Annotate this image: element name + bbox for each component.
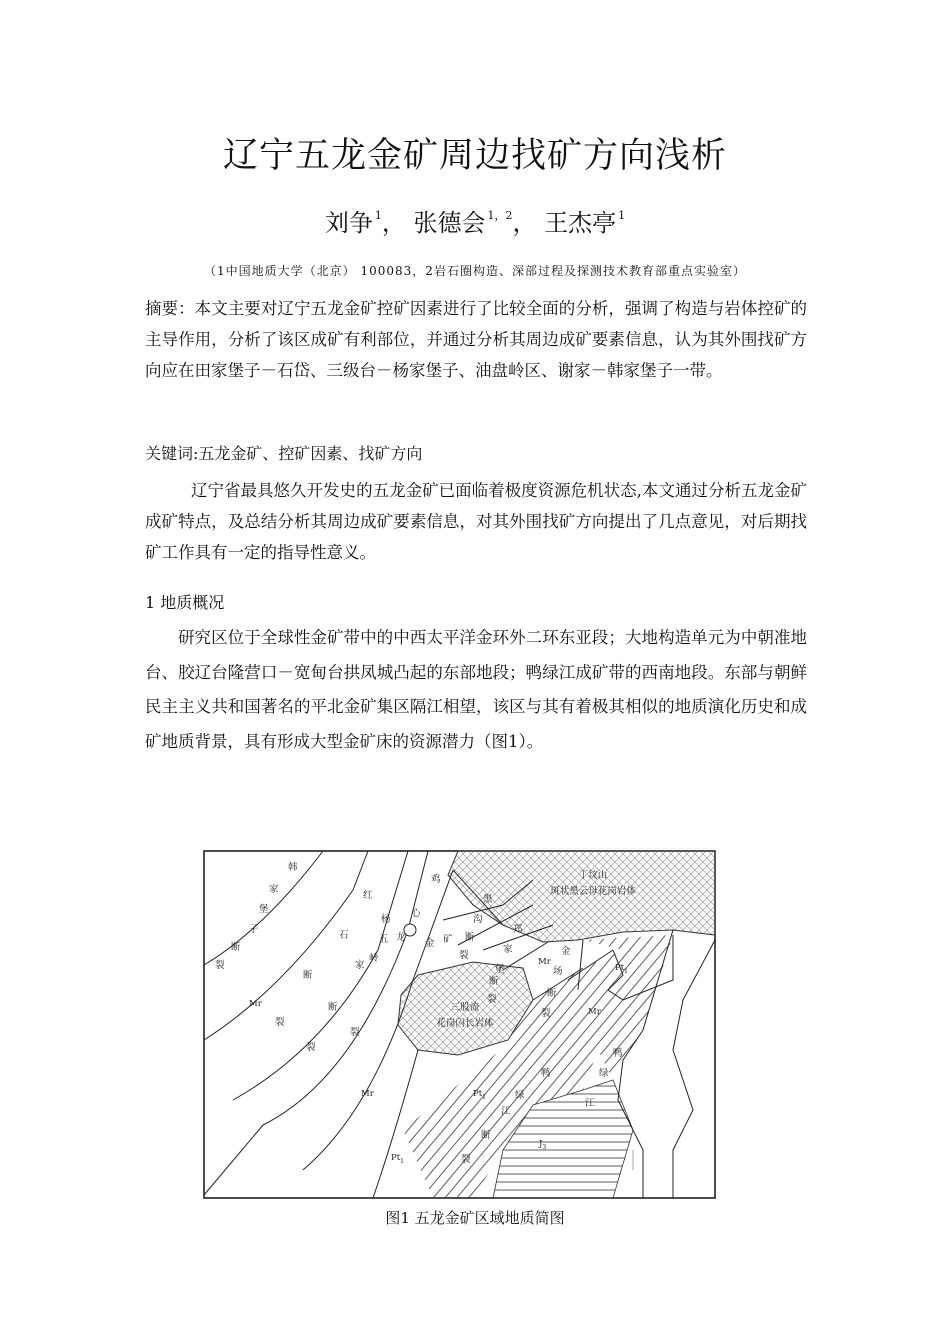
granite-center-label-1: 三股流 [450,1002,480,1013]
fault-yalu-char: 江 [501,1106,511,1117]
geologic-map-figure [203,850,717,1200]
affiliation: （1中国地质大学（北京） 100083，2岩石圈构造、深部过程及探测技术教育部重点实验室） [204,264,746,278]
fault-yalu-char: 鸭 [541,1068,551,1079]
fault-zheng-char: 郑 [513,924,523,935]
fault-wulong-char: 岭 [369,953,379,964]
granite-top-label-2: 斑状黑云母花岗岩体 [550,886,636,897]
granite-top-label-1: 丁坟山 [578,870,608,881]
fault-jinchang-char: 场 [553,966,563,977]
fault-han-char: 韩 [288,862,298,873]
fault-wulong-char: 龙 [396,932,406,943]
author-affil-mark: 1，2 [487,209,513,222]
abstract: 摘要：本文主要对辽宁五龙金矿控矿因素进行了比较全面的分析，强调了构造与岩体控矿的主导作用，分析了该区成矿有利部位，并通过分析其周边成矿要素信息，认为其外围找矿方向应在田家堡子－石岱、三级台－杨家堡子、油盘岭区、谢家－韩家堡子一带。 [145,299,807,380]
author-affil-mark: 1 [618,209,626,222]
river-yalu-char: 绿 [599,1068,609,1079]
author-name: 刘争 [324,209,373,237]
fault-heigou-char: 黑 [483,894,493,905]
unit-mr-label: Mr [361,1089,374,1099]
fault-han-char: 断 [231,942,241,953]
fault-hongshi-char: 断 [303,970,313,981]
fault-yalu-char: 断 [481,1130,491,1141]
fault-han-char: 堡 [259,904,269,915]
fault-jixin-char: 鸡 [431,874,441,885]
fault-zheng-char: 堡 [495,964,505,975]
mine-label-char: 矿 [443,934,453,945]
river-yalu-char: 鸭 [613,1048,623,1059]
fault-heigou-char: 裂 [459,950,469,961]
fault-yalu-char: 绿 [515,1090,525,1101]
fault-jinchang-char: 裂 [541,1008,551,1019]
fault-zheng-char: 断 [489,976,499,987]
fault-heigou-char: 沟 [473,914,483,925]
river-yalu-char: 江 [585,1098,595,1109]
paper-title: 辽宁五龙金矿周边找矿方向浅析 [222,136,727,176]
section-body: 研究区位于全球性金矿带中的中西太平洋金环外二环东亚段；大地构造单元为中朝准地台、胶辽台隆营口－宽甸台拱凤城凸起的东部地段；鸭绿江成矿带的西南地段。东部与朝鲜民主主义共和国著名的平北金矿集区隔江相望，该区与其有着极其相似的地质演化历史和成矿地质背景，具有形成大型金矿床的资源潜力（图1）。 [145,628,807,751]
fault-yang-char: 断 [328,1002,338,1013]
fault-wulong-char: 五 [379,934,389,945]
author-affil-mark: 1 [374,209,382,222]
fault-yalu-char: 裂 [461,1154,471,1165]
fault-hongshi-char: 裂 [275,1017,285,1028]
mine-label-char: 金 [425,938,435,949]
fault-zheng-char: 家 [503,944,513,955]
keywords: 关键词:五龙金矿、控矿因素、找矿方向 [145,444,423,463]
unit-pt-label: $Pt_1$ [391,1153,404,1165]
fault-yang-char: 裂 [350,1027,360,1038]
section-heading: 1 地质概况 [145,593,225,612]
figure-caption: 图1 五龙金矿区域地质简图 [385,1209,565,1227]
intro-paragraph: 辽宁省最具悠久开发史的五龙金矿已面临着极度资源危机状态,本文通过分析五龙金矿成矿特点，及总结分析其周边成矿要素信息，对其外围找矿方向提出了几点意见，对后期找矿工作具有一定的指导性意义。 [145,481,807,562]
unit-mr-label: Mr [249,999,262,1009]
fault-zheng-char: 裂 [487,994,497,1005]
author-name: 张德会 [413,209,486,237]
geologic-map [203,850,717,1200]
fault-yang-char: 家 [355,960,365,971]
unit-mr-label: Mr [538,957,551,967]
author-separator: ， [512,209,537,237]
author-name: 王杰亭 [544,209,617,237]
author-separator: ， [381,209,406,237]
fault-han-char: 子 [249,924,259,935]
fault-hongshi-char: 石 [339,930,349,941]
unit-pt-label: $Pt_1$ [473,1089,486,1101]
gold-mine-marker [404,924,416,936]
granite-center-label-2: 花岗闪长岩体 [436,1018,494,1029]
fault-han-char: 家 [269,884,279,895]
fault-jixin-char: 心 [411,908,421,919]
unit-mr-label: Mr [588,1007,601,1017]
fault-han-char: 裂 [215,960,225,971]
author-list [0,203,950,238]
unit-j-label: $J_3$ [539,1139,547,1151]
fault-yang-char: 裂 [306,1042,316,1053]
fault-heigou-char: 断 [465,932,475,943]
unit-pt-label: $Pt_1$ [615,963,628,975]
fault-jinchang-char: 金 [561,946,571,957]
fault-jinchang-char: 断 [547,988,557,999]
fault-hongshi-char: 红 [363,890,373,901]
fault-yang-char: 杨 [381,914,391,925]
